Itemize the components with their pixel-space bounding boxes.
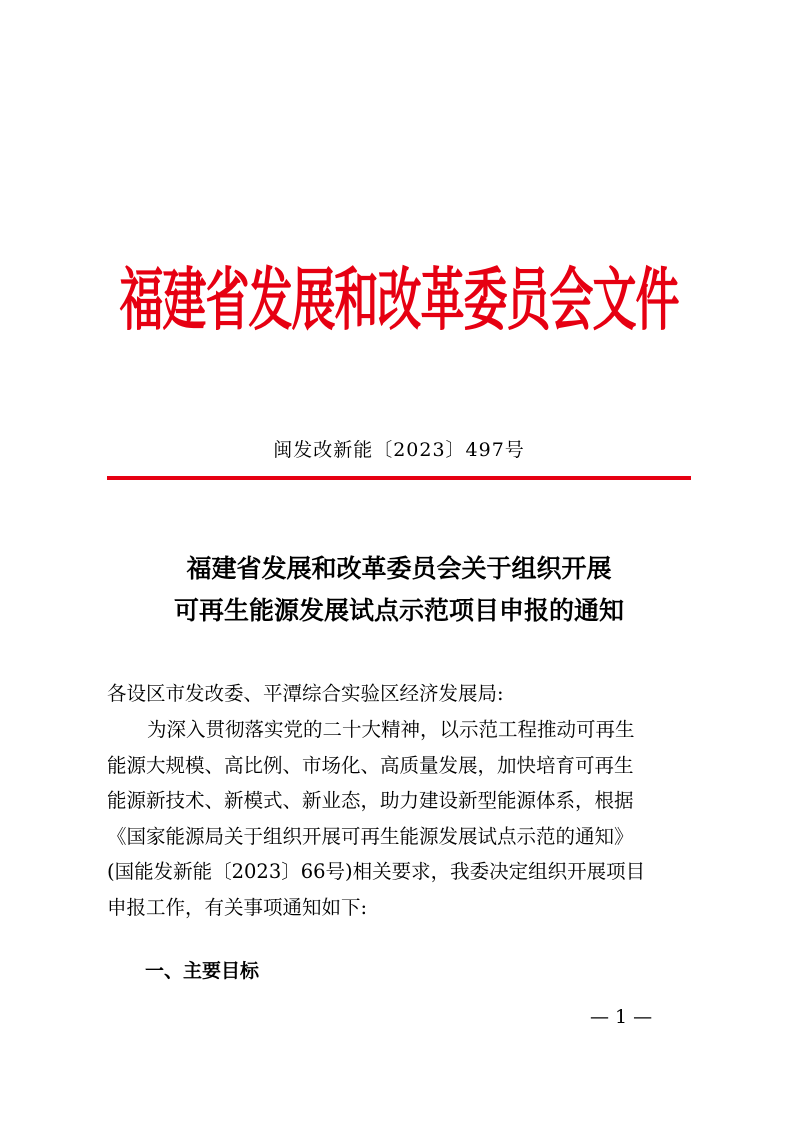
- paragraph-line-2: 能源大规模、高比例、市场化、高质量发展，加快培育可再生: [107, 753, 634, 777]
- salutation: 各设区市发改委、平潭综合实验区经济发展局:: [107, 682, 504, 705]
- issuer-title: 福建省发展和改革委员会文件: [119, 261, 679, 341]
- document-title: [107, 548, 691, 632]
- page-number: — 1 —: [590, 1006, 653, 1028]
- paragraph-line-6: 申报工作，有关事项通知如下:: [107, 895, 368, 919]
- paragraph-line-4: 《国家能源局关于组织开展可再生能源发展试点示范的通知》: [107, 824, 634, 848]
- document-title-line-1: 福建省发展和改革委员会关于组织开展: [186, 554, 612, 583]
- red-divider-line: [107, 476, 691, 480]
- section-heading: 一、主要目标: [145, 960, 260, 982]
- document-number: 闽发改新能〔2023〕497号: [273, 439, 525, 461]
- paragraph-line-3: 能源新技术、新模式、新业态，助力建设新型能源体系，根据: [107, 789, 634, 813]
- paragraph-line-1: 为深入贯彻落实党的二十大精神，以示范工程推动可再生: [147, 718, 635, 741]
- document-title-line-2: 可再生能源发展试点示范项目申报的通知: [173, 596, 624, 625]
- paragraph-line-5: (国能发新能〔2023〕66号)相关要求，我委决定组织开展项目: [107, 860, 646, 884]
- body-paragraph: [107, 712, 691, 926]
